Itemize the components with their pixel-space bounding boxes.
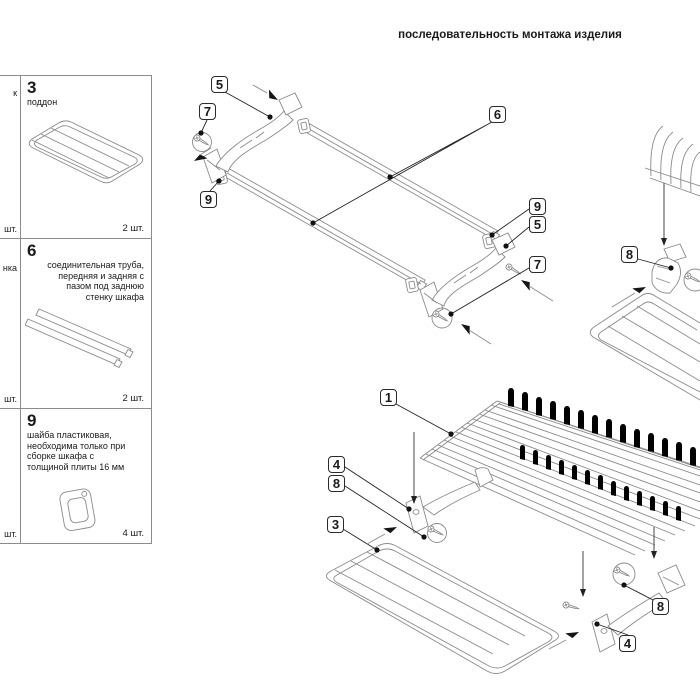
callout-5-frame-left: 5 — [211, 76, 228, 93]
table-left-column-fragment — [0, 239, 21, 408]
part-cell — [21, 239, 151, 408]
connecting-tubes-drawing — [224, 124, 500, 291]
parts-table — [0, 75, 152, 544]
callout-9-frame-right: 9 — [529, 198, 546, 215]
desc-line: соединительная труба, — [47, 260, 144, 270]
part-qty: 4 шт. — [122, 528, 144, 539]
fragment-text: к — [13, 88, 17, 98]
part-description — [27, 260, 145, 302]
table-row-part-9 — [0, 409, 151, 544]
part-qty: 2 шт. — [122, 393, 144, 404]
part-description — [27, 430, 145, 472]
desc-line: толщиной плиты 16 мм — [27, 461, 125, 472]
wire-rack-drawing — [420, 388, 700, 555]
bracket-left-drawing — [203, 93, 302, 183]
fragment-qty: шт. — [4, 529, 17, 539]
desc-line: необходима только при — [27, 440, 126, 451]
leader-lines — [201, 92, 671, 635]
part-cell — [21, 409, 151, 543]
right-assembly-drawing — [590, 126, 700, 400]
callout-9-frame-left: 9 — [200, 191, 217, 208]
callout-5-frame-right: 5 — [529, 216, 546, 233]
washer-part-drawing — [57, 481, 101, 539]
callout-3-tray: 3 — [327, 516, 344, 533]
callout-8-bottom-right: 8 — [652, 598, 669, 615]
tubes-part-drawing — [25, 301, 147, 381]
part-cell — [21, 76, 151, 238]
bracket-mid-drawing — [406, 468, 493, 543]
table-row-part-6 — [0, 239, 151, 409]
rack-mid-loops — [520, 445, 681, 521]
callout-4-mid-bracket: 4 — [328, 456, 345, 473]
part-description — [27, 97, 145, 108]
table-row-part-3 — [0, 76, 151, 239]
fragment-qty: шт. — [4, 224, 17, 234]
callout-7-frame-right: 7 — [529, 256, 546, 273]
table-left-column-fragment — [0, 409, 21, 543]
part-qty: 2 шт. — [122, 223, 144, 234]
callout-6-tubes: 6 — [489, 106, 506, 123]
desc-line: сборке шкафа с — [27, 451, 94, 462]
page-title: последовательность монтажа изделия — [398, 29, 622, 41]
desc-line: шайба пластиковая, — [27, 430, 112, 440]
fragment-qty: шт. — [4, 394, 17, 404]
desc-line: пазом под заднюю — [66, 281, 144, 292]
tray-part-drawing — [23, 116, 149, 188]
part-number: 3 — [27, 78, 37, 97]
tray-drawing — [327, 544, 559, 674]
desc-line: передняя и задняя с — [58, 270, 144, 281]
callout-8-mid-screw: 8 — [328, 475, 345, 492]
part-number: 9 — [27, 411, 37, 430]
callout-4-bottom-right: 4 — [619, 635, 636, 652]
callout-1-wire-rack: 1 — [380, 389, 397, 406]
part-number: 6 — [27, 241, 37, 260]
callout-8-upper-right: 8 — [621, 246, 638, 263]
callout-7-frame-left: 7 — [199, 103, 216, 120]
fragment-text: нка — [2, 263, 17, 273]
table-left-column-fragment — [0, 76, 21, 238]
desc-line: стенку шкафа — [85, 291, 144, 302]
desc-line: поддон — [27, 97, 58, 107]
